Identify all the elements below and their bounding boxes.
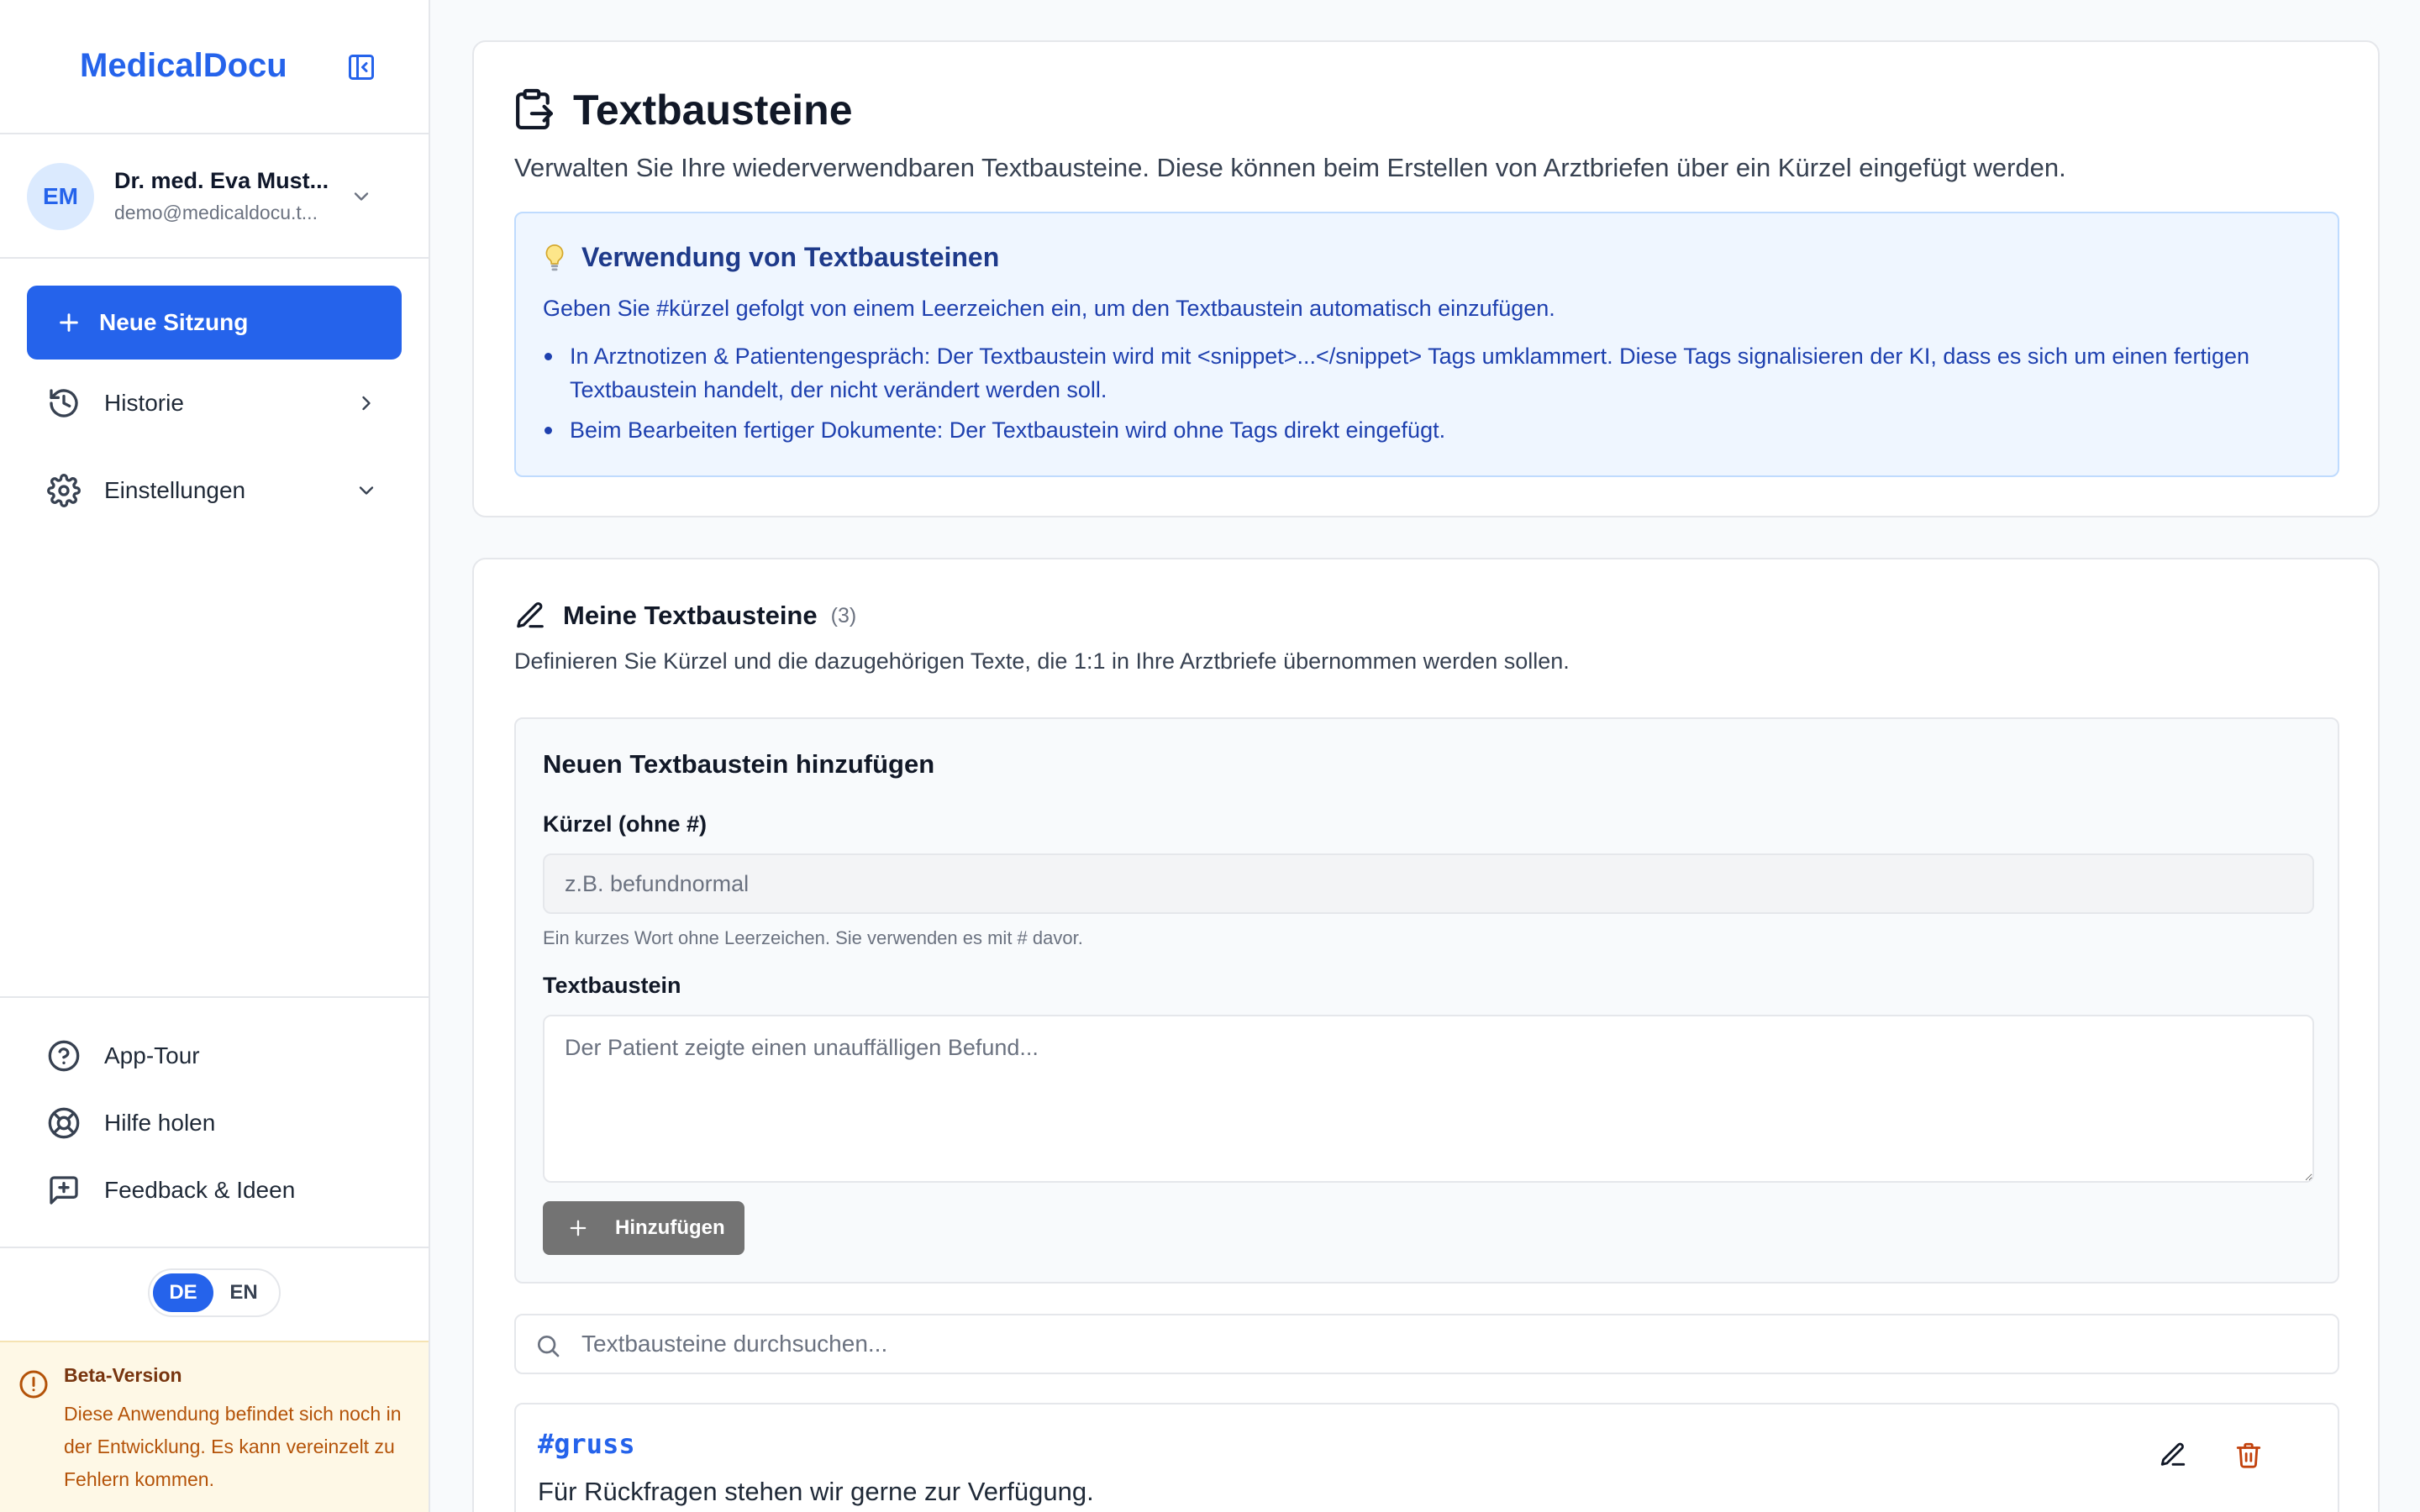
app-logo[interactable]: MedicalDocu: [80, 47, 287, 84]
history-icon: [47, 386, 81, 420]
language-toggle: [148, 1268, 281, 1317]
add-snippet-button[interactable]: [543, 1201, 744, 1255]
user-menu[interactable]: [0, 134, 429, 259]
info-lead: Geben Sie #kürzel gefolgt von einem Leerzeichen ein, um den Textbaustein automatisch einzufügen.: [543, 296, 1555, 321]
page-title: Textbausteine: [573, 87, 853, 134]
help-circle-icon: [47, 1039, 81, 1073]
section-description: Definieren Sie Kürzel und die dazugehörigen Texte, die 1:1 in Ihre Arztbriefe übernommen werden sollen.: [514, 648, 1570, 674]
pencil-icon: [514, 600, 546, 632]
lightbulb-icon: [543, 243, 566, 273]
user-name: Dr. med. Eva Must...: [114, 168, 329, 193]
add-form-title: Neuen Textbaustein hinzufügen: [543, 749, 935, 779]
beta-text: Diese Anwendung befindet sich noch in der Entwicklung. Es kann vereinzelt zu Fehlern kommen.: [64, 1403, 402, 1490]
user-email: demo@medicaldocu.t...: [114, 202, 318, 223]
snippet-text: Für Rückfragen stehen wir gerne zur Verfügung.: [538, 1477, 1094, 1506]
lang-de-button[interactable]: DE: [153, 1273, 213, 1312]
list-item: [514, 1403, 2339, 1512]
intro-card: [472, 40, 2380, 517]
snippet-shortcut: #gruss: [538, 1428, 635, 1460]
collapse-sidebar-icon[interactable]: [345, 50, 378, 84]
add-button-label: Hinzufügen: [615, 1216, 725, 1239]
feedback-button[interactable]: [27, 1161, 402, 1220]
sidebar-item-settings[interactable]: [27, 457, 402, 524]
new-session-button[interactable]: [27, 286, 402, 360]
app-tour-button[interactable]: [27, 1026, 402, 1085]
trash-icon: [2234, 1441, 2263, 1469]
sidebar-item-history[interactable]: [27, 370, 402, 437]
snippet-count: (3): [830, 603, 857, 627]
clipboard-icon: [514, 88, 553, 132]
lang-en-button[interactable]: EN: [229, 1281, 258, 1304]
edit-snippet-button[interactable]: [2154, 1436, 2191, 1473]
lifebuoy-icon: [47, 1106, 81, 1140]
beta-title: Beta-Version: [64, 1364, 182, 1386]
chevron-down-icon: [355, 479, 378, 502]
delete-snippet-button[interactable]: [2230, 1436, 2267, 1473]
feedback-label: Feedback & Ideen: [104, 1177, 296, 1203]
app-tour-label: App-Tour: [104, 1042, 200, 1068]
search-input[interactable]: [581, 1315, 2329, 1373]
plus-icon: [55, 309, 82, 336]
new-session-label: Neue Sitzung: [99, 309, 249, 335]
plus-icon: [566, 1216, 590, 1240]
search-icon: [534, 1332, 561, 1359]
snippet-text-field[interactable]: [543, 1015, 2314, 1183]
shortcut-hint: Ein kurzes Wort ohne Leerzeichen. Sie verwenden es mit # davor.: [543, 927, 1083, 948]
section-header: [514, 600, 856, 632]
sidebar-item-label: Einstellungen: [104, 477, 246, 503]
list-item: Beim Bearbeiten fertiger Dokumente: Der Textbaustein wird ohne Tags direkt eingefügt.: [543, 413, 2316, 447]
info-title: Verwendung von Textbausteinen: [581, 242, 1000, 272]
avatar: EM: [27, 163, 94, 230]
usage-info-box: [514, 212, 2339, 477]
get-help-button[interactable]: [27, 1094, 402, 1152]
page-header: [514, 86, 853, 134]
add-snippet-form: [514, 717, 2339, 1284]
list-item: In Arztnotizen & Patientengespräch: Der Textbaustein wird mit <snippet>...</snippet> Tags umklammert. Diese Tags signalisieren der KI, dass es sich um einen fertigen Textbaustein handelt, der nicht verändert werden soll.: [543, 339, 2316, 407]
sidebar: [0, 0, 430, 1512]
text-label: Textbaustein: [543, 973, 681, 998]
message-plus-icon: [47, 1173, 81, 1207]
info-header: [543, 242, 999, 273]
brand-row: [0, 0, 429, 134]
shortcut-input[interactable]: [543, 853, 2314, 914]
sidebar-item-label: Historie: [104, 390, 184, 416]
gear-icon: [47, 474, 81, 507]
alert-circle-icon: [18, 1369, 49, 1399]
beta-notice: [0, 1341, 429, 1512]
chevron-right-icon: [355, 391, 378, 415]
page-description: Verwalten Sie Ihre wiederverwendbaren Textbausteine. Diese können beim Erstellen von Arztbriefen über ein Kürzel eingefügt werden.: [514, 153, 2066, 182]
info-list: [543, 339, 2316, 454]
search-box: [514, 1314, 2339, 1374]
shortcut-label: Kürzel (ohne #): [543, 811, 708, 837]
get-help-label: Hilfe holen: [104, 1110, 216, 1136]
snippets-card: [472, 558, 2380, 1512]
chevron-down-icon[interactable]: [350, 185, 373, 208]
section-title: Meine Textbausteine: [563, 601, 818, 630]
pencil-icon: [2159, 1441, 2187, 1469]
divider: [0, 996, 429, 998]
divider: [0, 1247, 429, 1248]
